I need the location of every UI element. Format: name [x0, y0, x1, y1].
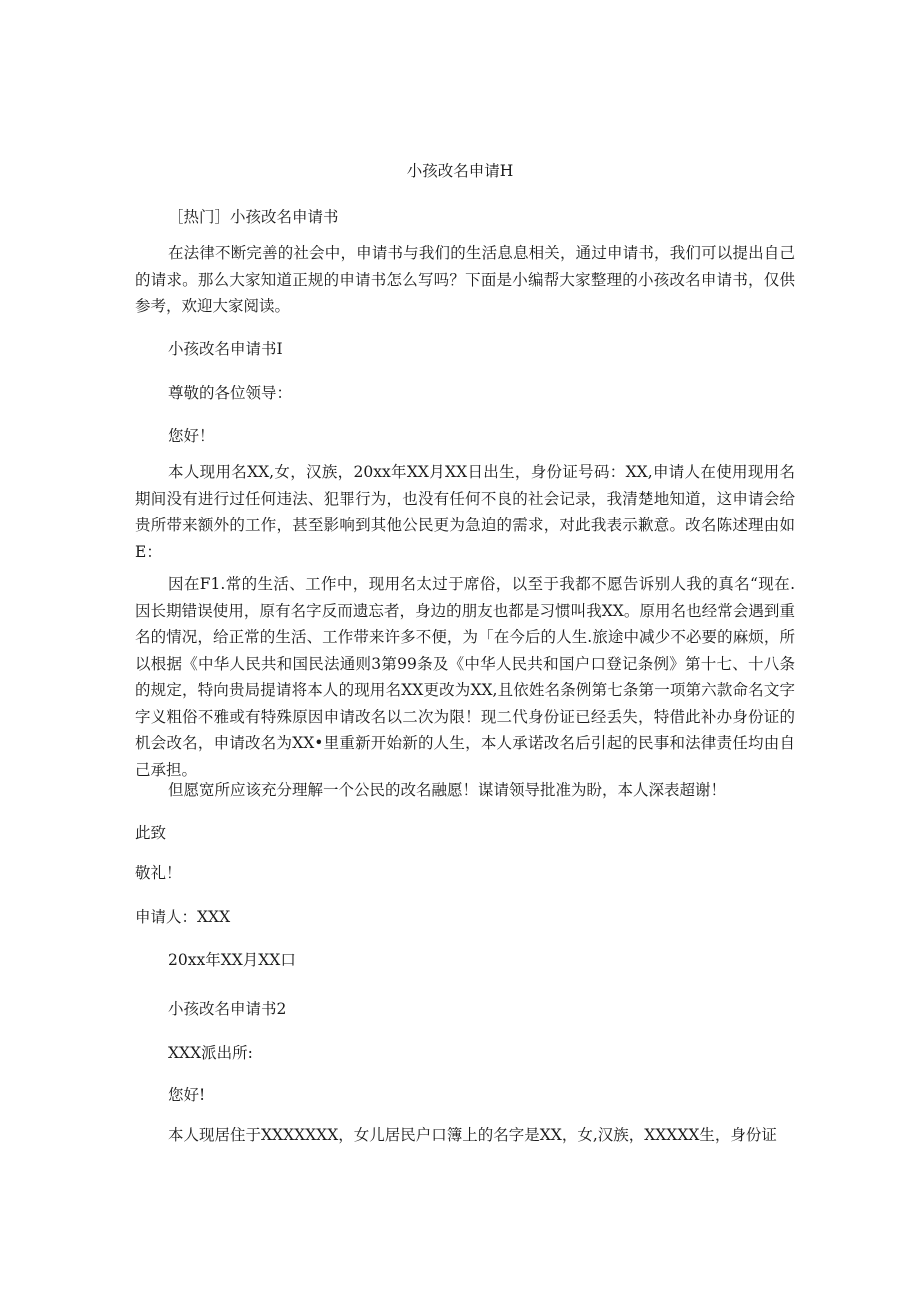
- letter1-paragraph-3: 但愿宽所应该充分理解一个公民的改名融愿！谋请领导批准为盼，本人深表超谢！: [168, 781, 727, 799]
- letter2-paragraph-1: 本人现居住于XXXXXXX，女儿居民户口簿上的名字是XX，女,汉族，XXXXX生，身份证: [168, 1126, 777, 1144]
- hot-heading: ［热门］小孩改名申请书: [168, 208, 339, 226]
- document-title: 小孩改名申请H: [406, 162, 514, 180]
- letter2-greeting: 您好!: [168, 1086, 206, 1104]
- letter1-paragraph-1: 本人现用名XX,女，汉族，20xx年XX月XX日出生，身份证号码：XX,申请人在使用现用名期间没有进行过任何违法、犯罪行为，也没有任何不良的社会记录，我清楚地知道，这申请会给贵所带来额外的工作，甚至影响到其他公民更为急迫的需求，对此我表示歉意。改名陈述理由如E：: [135, 463, 795, 561]
- letter1-paragraph-2: 因在F1.常的生活、工作中，现用名太过于席俗，以至于我都不愿告诉别人我的真名“现在.因长期错误使用，原有名字反而遗忘者，身边的朋友也都是习惯叫我XX。原用名也经常会遇到重名的情况，给正常的生活、工作带来许多不便，为「在今后的人生.旅途中减少不必要的麻烦，所以根据《中华人民共和国民法通则3第99条及《中华人民共和国户口登记条例》第十七、十八条的规定，特向贵局提请将本人的现用名XX更改为XX,且依姓名条例第七条第一项第六款命名文字字义粗俗不雅或有特殊原因申请改名以二次为限！现二代身份证已经丢失，特借此补办身份证的机会改名，申请改名为XX•里重新开始新的人生，本人承诺改名后引起的民事和法律责任均由自己承担。: [135, 575, 795, 779]
- letter2-addressee: XXX派出所:: [168, 1044, 253, 1062]
- letter2-heading: 小孩改名申请书2: [168, 1000, 287, 1018]
- letter1-greeting: 您好！: [168, 427, 215, 445]
- applicant-line: 申请人：XXX: [135, 908, 231, 926]
- closing-line-1: 此致: [135, 824, 167, 842]
- letter1-heading: 小孩改名申请书I: [168, 340, 283, 358]
- letter1-date: 20xx年XX月XX口: [168, 951, 296, 969]
- letter1-salutation: 尊敬的各位领导：: [168, 384, 293, 402]
- closing-line-2: 敬礼！: [135, 864, 182, 882]
- intro-paragraph: 在法律不断完善的社会中，申请书与我们的生活息息相关，通过申请书，我们可以提出自己的请求。那么大家知道正规的申请书怎么写吗？下面是小编帮大家整理的小孩改名申请书，仅供参考，欢迎大家阅读。: [135, 244, 795, 315]
